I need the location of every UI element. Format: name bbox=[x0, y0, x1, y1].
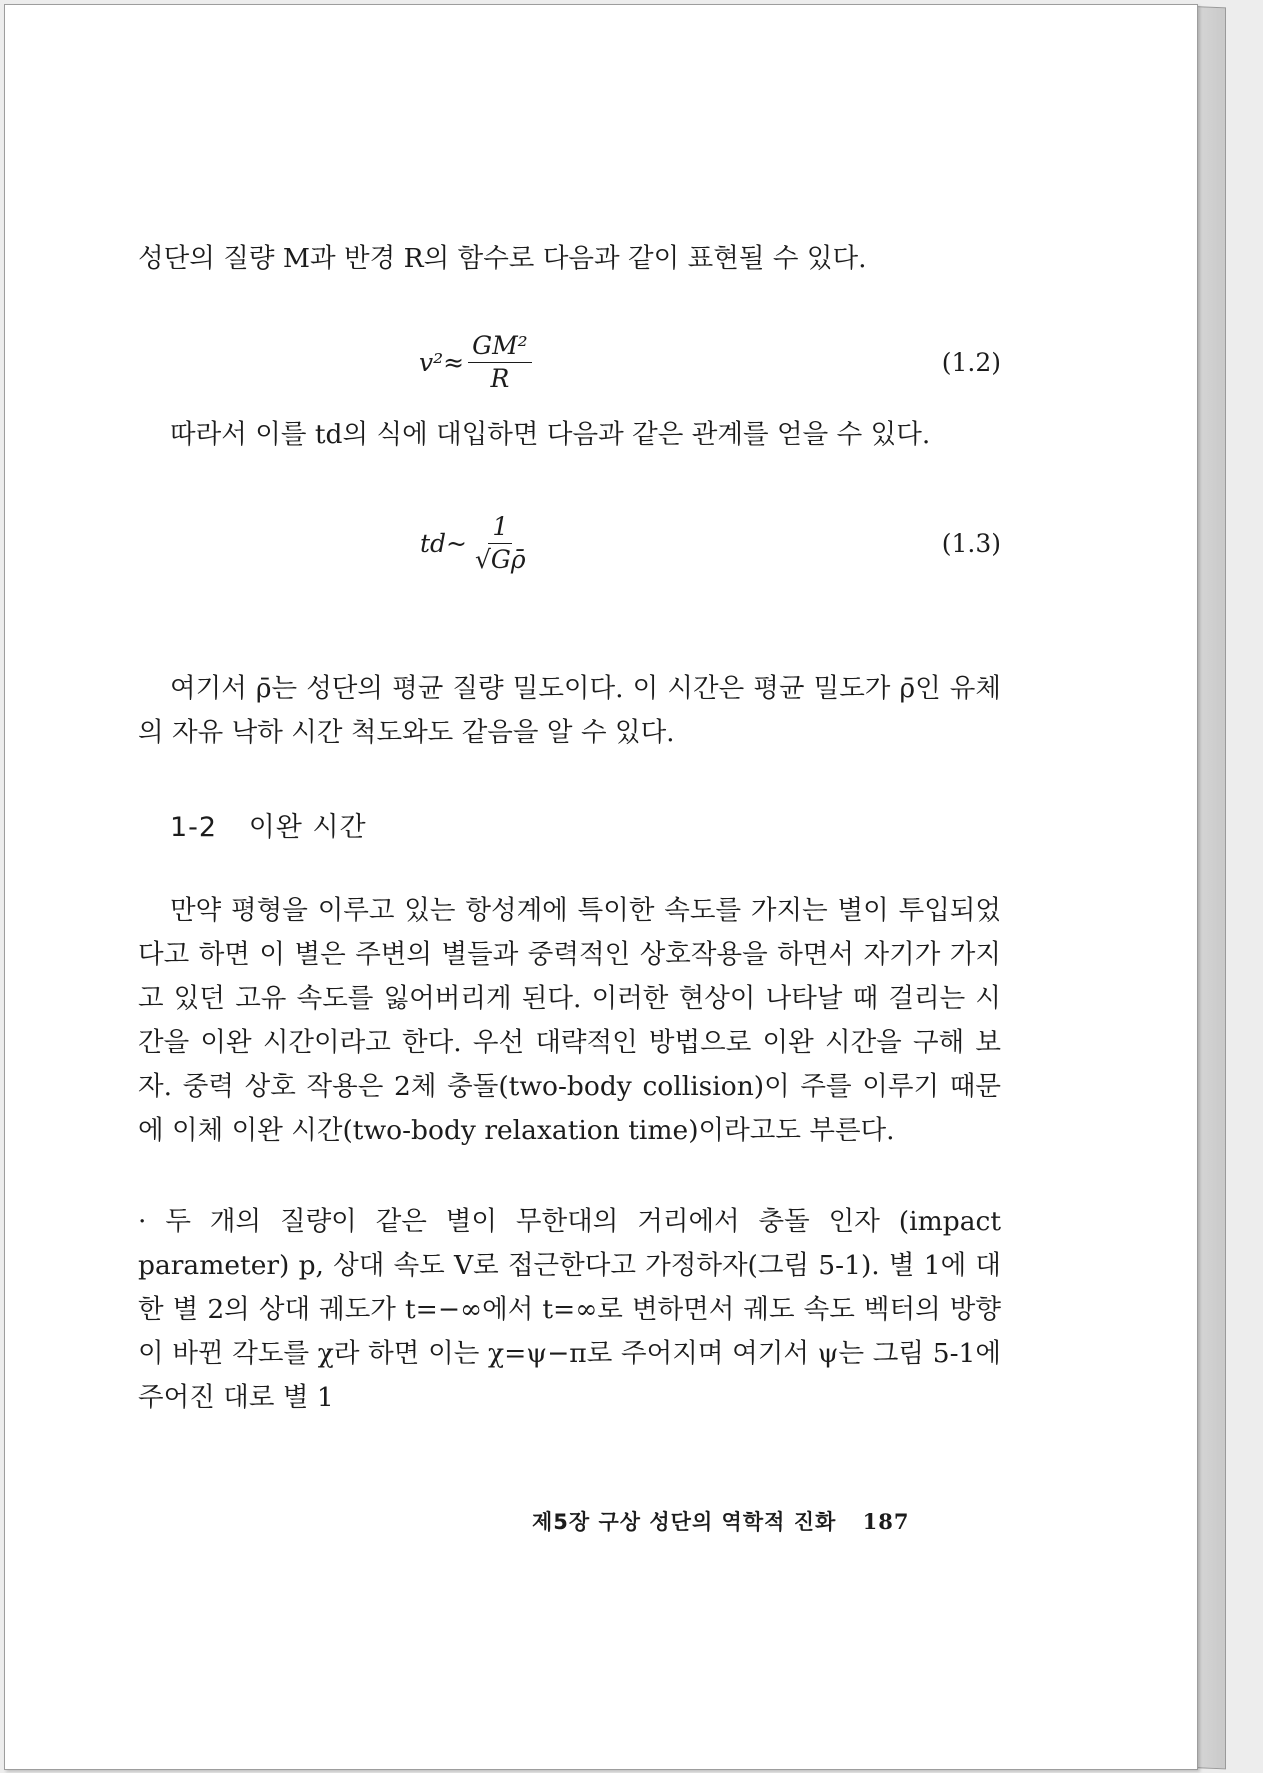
section-heading bbox=[170, 805, 367, 844]
paragraph-3 bbox=[138, 667, 1001, 755]
paragraph-2-text: 따라서 이를 td의 식에 대입하면 다음과 같은 관계를 얻을 수 있다. bbox=[170, 419, 931, 450]
section-title: 이완 시간 bbox=[248, 812, 367, 843]
equation-1-lhs: v²≈ bbox=[419, 348, 465, 377]
equation-2-denominator: √Gρ̄ bbox=[475, 545, 526, 574]
paragraph-1 bbox=[138, 237, 1001, 281]
running-footer bbox=[532, 1506, 909, 1536]
book-page bbox=[4, 4, 1198, 1770]
equation-2-numerator: 1 bbox=[488, 513, 512, 544]
equation-1-number: (1.2) bbox=[941, 348, 1001, 377]
paragraph-2 bbox=[138, 413, 1001, 457]
paragraph-1-text: 성단의 질량 M과 반경 R의 함수로 다음과 같이 표현될 수 있다. bbox=[138, 243, 867, 274]
equation-2-lhs: td~ bbox=[420, 529, 467, 558]
equation-1-numerator: GM² bbox=[468, 332, 532, 363]
paragraph-5 bbox=[138, 1200, 1001, 1420]
paragraph-4 bbox=[138, 889, 1001, 1153]
chapter-title: 제5장 구상 성단의 역학적 진화 bbox=[532, 1510, 837, 1534]
paragraph-4-text: 만약 평형을 이루고 있는 항성계에 특이한 속도를 가지는 별이 투입되었다고 하면 이 별은 주변의 별들과 중력적인 상호작용을 하면서 자기가 가지고 있던 고유 속도를 잃어버리게 된다. 이러한 현상이 나타날 때 걸리는 시간을 이완 시간이라고 한다. 우선 대략적인 방법으로 이완 시간을 구해 보자. 중력 상호 작용은 2체 충돌(two-body collision)이 주를 이루기 때문에 이체 이완 시간(two-body relaxation time)이라고도 부른다. bbox=[138, 895, 1001, 1146]
equation-1-denominator: R bbox=[490, 364, 510, 393]
page-number: 187 bbox=[862, 1509, 910, 1534]
section-number: 1-2 bbox=[170, 812, 218, 843]
equation-2-number: (1.3) bbox=[941, 529, 1001, 558]
equation-1-3 bbox=[138, 509, 1001, 589]
equation-1-2 bbox=[138, 330, 1001, 400]
paragraph-3-text: 여기서 ρ̄는 성단의 평균 질량 밀도이다. 이 시간은 평균 밀도가 ρ̄인 유체의 자유 낙하 시간 척도와도 같음을 알 수 있다. bbox=[138, 673, 1001, 748]
paragraph-5-text: · 두 개의 질량이 같은 별이 무한대의 거리에서 충돌 인자 (impact parameter) p, 상대 속도 V로 접근한다고 가정하자(그림 5-1). 별 1에 대한 별 2의 상대 궤도가 t=−∞에서 t=∞로 변하면서 궤도 속도 벡터의 방향이 바뀐 각도를 χ라 하면 이는 χ=ψ−π로 주어지며 여기서 ψ는 그림 5-1에 주어진 대로 별 1 bbox=[138, 1206, 1001, 1413]
